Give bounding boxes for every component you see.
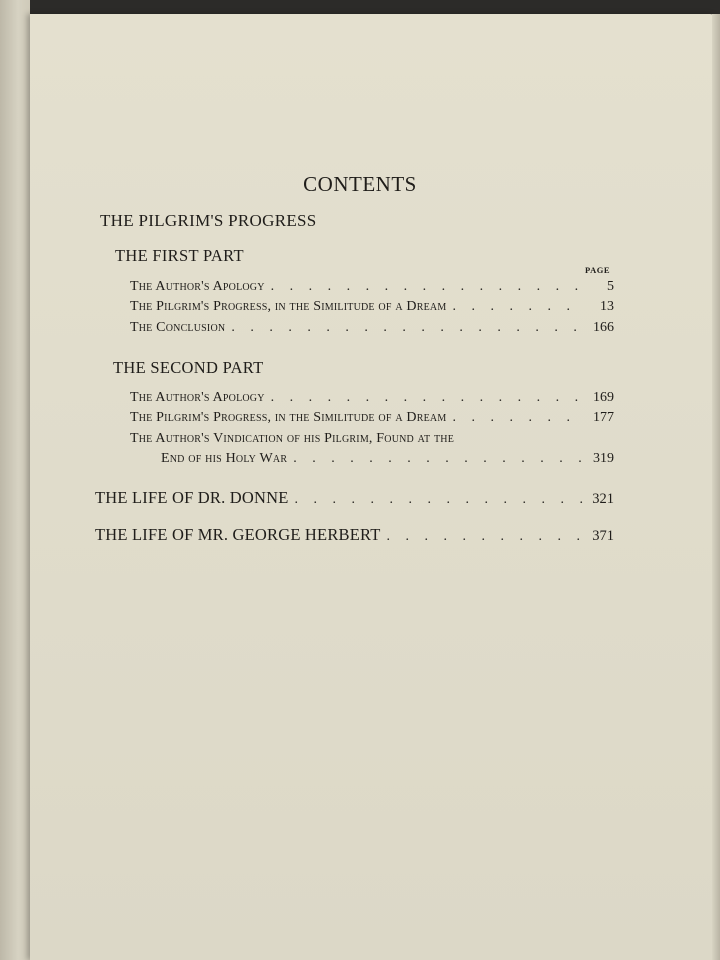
toc-entry-title: The Pilgrim's Progress, in the Similitude of a Dream: [130, 299, 447, 314]
previous-page-edge: [0, 0, 30, 960]
leader-dots: [271, 390, 586, 406]
contents-title: CONTENTS: [303, 172, 417, 196]
toc-entry: [161, 451, 614, 471]
toc-entry: [130, 320, 614, 340]
toc-entry-page: 13: [600, 299, 614, 314]
section-title-second-part: THE SECOND PART: [113, 358, 264, 377]
toc-entry-title: The Conclusion: [130, 320, 226, 335]
section-title-first-part: THE FIRST PART: [115, 246, 244, 265]
toc-entry-page: 321: [592, 491, 614, 507]
toc-entry-life-herbert: [95, 525, 614, 545]
toc-entry-title-line2: End of his Holy War: [161, 451, 288, 466]
leader-dots: [294, 492, 586, 508]
toc-entry-title: THE LIFE OF MR. GEORGE HERBERT: [95, 525, 381, 544]
toc-entry-page: 177: [593, 410, 614, 425]
page-column-label: PAGE: [585, 265, 610, 275]
toc-entry-page: 371: [592, 528, 614, 544]
toc-entry-title: The Pilgrim's Progress, in the Similitude of a Dream: [130, 410, 447, 425]
toc-entry-life-donne: [95, 488, 614, 508]
book-title-pilgrims-progress: THE PILGRIM'S PROGRESS: [100, 211, 317, 230]
leader-dots: [271, 279, 586, 295]
toc-entry: [130, 390, 614, 410]
toc-entry-title-line1: The Author's Vindication of his Pilgrim, Found at the: [130, 431, 455, 446]
toc-entry: [130, 279, 614, 299]
leader-dots: [452, 299, 586, 315]
page-right-edge: [712, 14, 720, 960]
toc-entry: [130, 299, 614, 319]
toc-entry-page: 169: [593, 390, 614, 405]
book-page: [30, 14, 720, 960]
toc-entry-title: The Author's Apology: [130, 279, 265, 294]
toc-entry-page: 5: [607, 279, 614, 294]
toc-entry-title: The Author's Apology: [130, 390, 265, 405]
toc-entry-page: 319: [593, 451, 614, 466]
leader-dots: [231, 320, 586, 336]
leader-dots: [452, 410, 586, 426]
toc-entry-page: 166: [593, 320, 614, 335]
leader-dots: [293, 451, 586, 467]
toc-entry-title: THE LIFE OF DR. DONNE: [95, 488, 289, 507]
toc-entry: [130, 410, 614, 430]
leader-dots: [387, 529, 586, 545]
